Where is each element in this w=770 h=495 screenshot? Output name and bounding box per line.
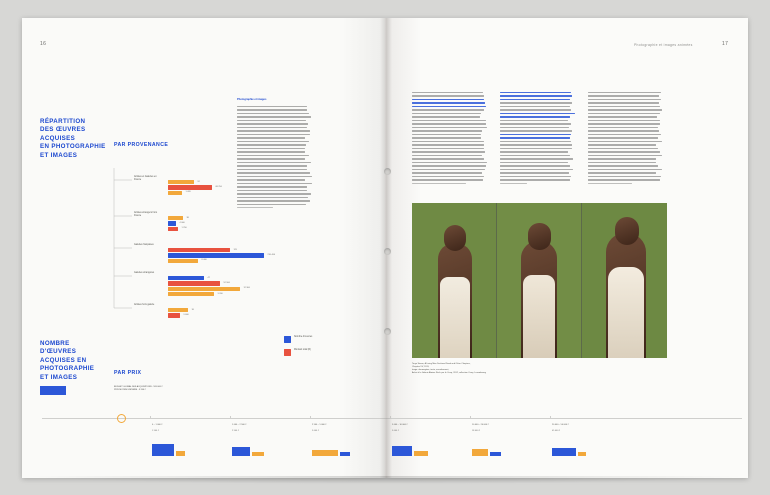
right-column-2	[500, 92, 575, 186]
provenance-bar	[168, 259, 198, 263]
timeline-bar	[414, 451, 428, 456]
provenance-bar	[168, 227, 178, 231]
price-note: BUDGET GLOBAL DES ACQUISITIONS : 520 000 € PRIX MOYEN UNITAIRE : 3 266 €	[114, 386, 163, 391]
provenance-bar-value: 18	[191, 308, 194, 311]
photo-caption: Taryn Simon, A Living Man Declared Dead and Other Chapters, Chapitre XV, 2011, tirage chromogène, texte, encadrement, Achat à la Galerie Almine Rech par le Cnap, 2012, collection Cnap, Luxembourg	[412, 363, 486, 374]
timeline-range-label: 0 – 1 000 €	[152, 424, 163, 426]
provenance-bar	[168, 185, 212, 189]
provenance-bar	[168, 180, 194, 184]
timeline-start-block	[40, 386, 66, 395]
provenance-bar-value: 210 400	[267, 254, 276, 256]
timeline-range-label: 10 000 – 20 000 €	[472, 424, 489, 426]
provenance-bar	[168, 276, 204, 280]
provenance-bar-value: 1 250	[181, 227, 187, 230]
timeline-value: 2 500 €	[232, 430, 239, 432]
provenance-bar	[168, 248, 230, 252]
provenance-group-label: Artistes hors galerie	[134, 304, 155, 306]
timeline-range-label: 5 000 – 10 000 €	[392, 424, 408, 426]
legend-label: Nombre d'œuvres	[294, 336, 313, 338]
provenance-group-label: Artistes étrangers hors France	[134, 212, 158, 218]
binding-hole-3	[384, 328, 391, 335]
photo-triptych	[412, 203, 667, 358]
timeline-tick	[230, 416, 231, 419]
timeline-origin-marker	[117, 414, 126, 423]
provenance-bar-value: 9 600	[183, 314, 189, 316]
provenance-bar	[168, 191, 182, 195]
page-shadow	[22, 476, 748, 484]
provenance-group-label: Artistes et Galeries en France	[134, 176, 157, 182]
section-title-repartition: RÉPARTITION DES ŒUVRES ACQUISES EN PHOTOGRAPHIE ET IMAGES	[40, 118, 106, 159]
provenance-bar-value: 12 300	[243, 287, 250, 290]
timeline-bar	[252, 452, 264, 456]
provenance-bar-value: 4 000	[179, 222, 185, 224]
timeline-tick	[470, 416, 471, 419]
provenance-bar	[168, 216, 183, 220]
provenance-bar-value: 92	[197, 180, 200, 183]
section-title-nombre: NOMBRE D'ŒUVRES ACQUISES EN PHOTOGRAPHIE ET IMAGES	[40, 340, 95, 381]
timeline-bar	[490, 452, 501, 456]
section-subtitle-parprix: PAR PRIX	[114, 370, 142, 376]
photo-panel-1	[412, 203, 496, 358]
legend-swatch	[284, 336, 291, 343]
timeline-range-label: 2 500 – 5 000 €	[312, 424, 327, 426]
timeline-bar	[552, 448, 576, 456]
provenance-bar	[168, 253, 264, 257]
provenance-bar	[168, 292, 214, 296]
right-column-1	[412, 92, 487, 186]
folio-right: 17	[722, 41, 729, 47]
provenance-bar-value: 125	[233, 248, 237, 251]
provenance-bar-value: 1 420	[185, 191, 191, 194]
timeline-axis	[42, 418, 742, 419]
provenance-bar-value: 47	[207, 276, 210, 279]
timeline-bar	[152, 444, 174, 456]
legend-swatch	[284, 349, 291, 356]
photo-panel-2	[497, 203, 581, 358]
provenance-bar-value: 68 250	[215, 186, 222, 188]
provenance-bar	[168, 221, 176, 225]
timeline-bar	[472, 449, 488, 456]
timeline-bar	[312, 450, 338, 456]
provenance-bar	[168, 287, 240, 291]
photo-panel-3	[582, 203, 667, 358]
timeline-bar	[578, 452, 586, 456]
timeline-bar	[176, 451, 185, 456]
timeline-value: 18 000 €	[472, 430, 481, 432]
timeline-tick	[150, 416, 151, 419]
timeline-range-label: 1 000 – 2 500 €	[232, 424, 247, 426]
timeline-bar	[392, 446, 412, 456]
timeline-value: 1 500 €	[152, 430, 159, 432]
timeline-bar	[340, 452, 350, 456]
intro-heading: Photographie et images	[237, 98, 267, 101]
provenance-bar-value: 3 200	[217, 292, 223, 295]
provenance-group-label: Galeries étrangères	[134, 272, 155, 274]
timeline-range-label: 20 000 – 50 000 €	[552, 424, 569, 426]
timeline-tick	[550, 416, 551, 419]
provenance-bar	[168, 313, 180, 317]
provenance-bar	[168, 281, 220, 285]
legend-label: Montant total (€)	[294, 349, 311, 351]
provenance-bar	[168, 308, 188, 312]
folio-left: 16	[40, 41, 47, 47]
timeline-tick	[310, 416, 311, 419]
right-column-3	[588, 92, 663, 186]
section-subtitle-provenance: PAR PROVENANCE	[114, 142, 169, 148]
provenance-bar-value: 8 400	[201, 259, 207, 262]
magazine-spread	[22, 18, 748, 478]
binding-hole-1	[384, 168, 391, 175]
timeline-value: 45 000 €	[552, 430, 561, 432]
timeline-value: 9 000 €	[392, 430, 399, 432]
provenance-bar-value: 52 900	[223, 282, 230, 284]
running-head: Photographie et images animées	[634, 43, 693, 47]
timeline-value: 5 000 €	[312, 430, 319, 432]
provenance-bar-value: 38	[186, 216, 189, 219]
provenance-group-label: Galeries françaises	[134, 244, 154, 246]
binding-hole-2	[384, 248, 391, 255]
timeline-bar	[232, 447, 250, 456]
